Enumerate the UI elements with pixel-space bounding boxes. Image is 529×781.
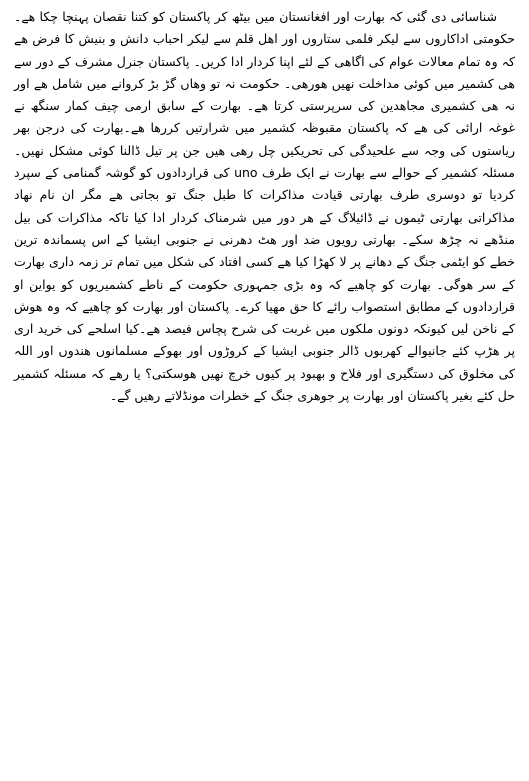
article-body-text: شناسائی دی گئی کہ بھارت اور افغانستان میں بیٹھ کر پاکستان کو کتنا نقصان پہنچا چکا ھے۔ حکومتی اداکاروں سے لیکر فلمی ستاروں اور اھل قلم سے لیکر احباب دانش و بنیش کا فرض ھے کہ وہ تمام معالات عوام کی اگاھی کے لئے اپنا کردار ادا کریں۔ پاکستان جنرل مشرف کے دور سے ھی کشمیر میں کوئی مداخلت نھیں ھورھی۔ حکومت نہ تو وھاں گڑ بڑ کروانے میں شامل ھے اور نہ ھی کشمیری مجاھدین کی سرپرستی کرتا ھے۔ بھارت کے سابق ارمی چیف کمار سنگھ نے غوغہ ارائی کی ھے کہ پاکستان مقبوظہ کشمیر میں شرارتیں کررھا ھے۔بھارت کی درجن بھر ریاستوں کی وجہ سے علحیدگی کی تحریکیں چل رھی ھیں جن پر تیل ڈالنا کوئی مشکل نھیں۔ مسئلہ کشمیر کے حوالے سے بھارت نے ایک طرف uno کی قراردادوں کو گوشہ گمنامی کے سپرد کردیا تو دوسری طرف بھارتی قیادت مذاکرات کا طبل جنگ تو بجاتی ھے مگر ان نام نھاد مذاکراتی بھارتی ٹیموں نے ڈائیلاگ کے ھر دور میں شرمناک کردار ادا کیا تاکہ مذاکرات کی بیل منڈھے نہ چڑھ سکے۔ بھارتی رویوں ضد اور ھٹ دھرنی نے جنوبی ایشیا کے اس پسماندہ ترین خطے کو ایٹمی جنگ کے دھانے پر لا کھڑا کیا ھے کسی افتاد کی شکل میں تمام تر زمہ داری بھارت کے سر ھوگی۔ بھارت کو چاھیے کہ وہ بڑی جمہوری حکومت کے ناطے کشمیریوں کو یواین او قراردادوں کے مطابق استصواب رائے کا حق مھیا کرے۔ پاکستان اور بھارت کو چاھیے کہ وہ ھوش کے ناخن لیں کیونکہ دونوں ملکوں میں غربت کی شرح پچاس فیصد ھے۔کیا اسلحے کی خرید اری پر ھڑپ کئے جانیوالے کھربوں ڈالر جنوبی ایشیا کے کروڑوں اور بھوکے مسلمانوں ھندوں اور اللہ کی مخلوق کی دستگیری اور فلاح و بھبود پر کیوں خرچ نھیں ھوسکتی؟ یا رھے کہ مسئلہ کشمیر حل کئے بغیر پاکستان اور بھارت پر جوھری جنگ کے خطرات مونڈلاتے رھیں گے۔ (14, 9, 516, 404)
